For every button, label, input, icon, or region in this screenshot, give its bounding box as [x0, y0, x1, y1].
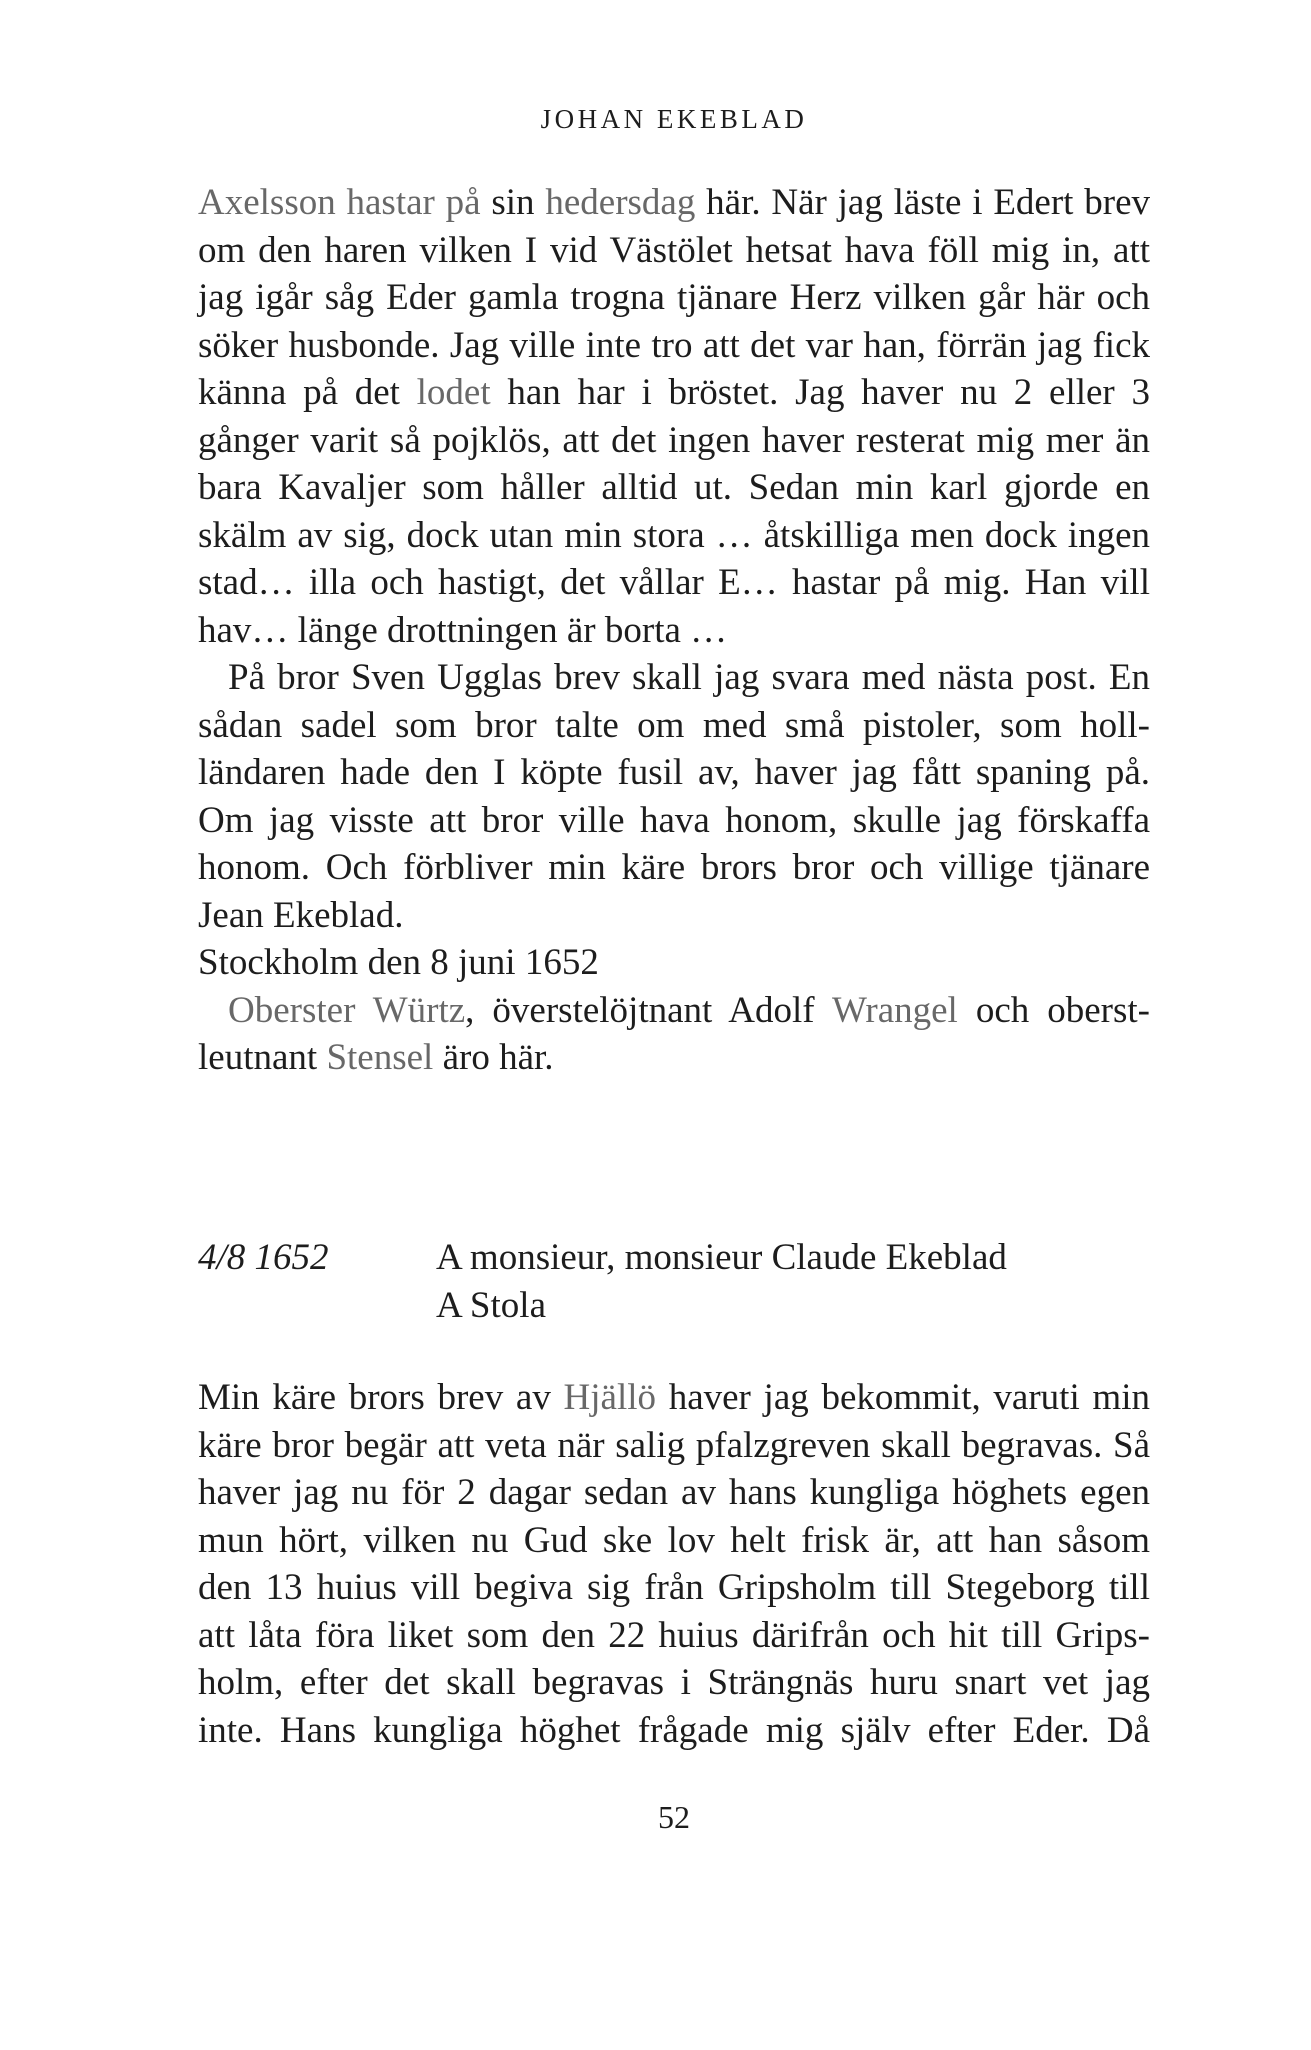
- text-segment: käre bror begär att veta när salig pfalzgreven skall begravas. Så: [198, 1424, 1150, 1466]
- text-line: [198, 559, 1150, 607]
- annotated-term: lodet: [416, 372, 491, 413]
- text-line: [198, 417, 1150, 465]
- text-segment: bara Kavaljer som håller alltid ut. Sedan min karl gjorde en: [198, 467, 1150, 508]
- text-segment: inte. Hans kungliga höghet frågade mig själv efter Eder. Då: [198, 1709, 1150, 1751]
- address-line: A monsieur, monsieur Claude Ekeblad: [436, 1237, 1007, 1278]
- page-number: 52: [658, 1799, 690, 1835]
- text-segment: gånger varit så pojklös, att det ingen haver resterat mig mer än: [198, 419, 1150, 461]
- text-segment: jag igår såg Eder gamla trogna tjänare Herz vilken går här och: [198, 277, 1150, 318]
- text-line: [198, 607, 1150, 655]
- text-line: [198, 1612, 1150, 1660]
- text-line: [198, 654, 1150, 702]
- text-line: [198, 369, 1150, 417]
- text-line: [198, 1564, 1150, 1612]
- running-header: JOHAN EKEBLAD: [540, 104, 808, 134]
- text-segment: haver jag nu för 2 dagar sedan av hans kungliga höghets egen: [198, 1472, 1150, 1513]
- annotated-term: Oberster Würtz: [228, 989, 466, 1031]
- text-segment: ländaren hade den I köpte fusil av, haver jag fått spaning på.: [198, 752, 1150, 793]
- text-segment: Om jag visste att bror ville hava honom, skulle jag förskaffa: [198, 799, 1150, 841]
- text-line: [198, 797, 1150, 845]
- text-line: [198, 702, 1150, 750]
- address-line: A Stola: [436, 1284, 546, 1326]
- text-segment: Stockholm den 8 juni 1652: [198, 942, 599, 983]
- annotated-term: Hjällö: [563, 1377, 656, 1418]
- letter-address: [436, 1234, 1150, 1329]
- text-segment: äro här.: [433, 1037, 554, 1078]
- text-segment: , överstelöjtnant Adolf: [465, 989, 832, 1031]
- text-segment: den 13 huius vill begiva sig från Gripsholm till Stegeborg till: [198, 1567, 1150, 1608]
- letter-date: 4/8 1652: [198, 1237, 329, 1278]
- text-line: [198, 322, 1150, 370]
- annotated-term: hedersdag: [545, 182, 696, 223]
- text-segment: haver jag bekommit, varuti min: [656, 1377, 1150, 1418]
- text-segment: leutnant: [198, 1037, 327, 1078]
- annotated-term: Stensel: [326, 1037, 434, 1078]
- text-segment: mun hört, vilken nu Gud ske lov helt frisk är, att han såsom: [198, 1519, 1150, 1561]
- text-segment: och oberst-: [957, 989, 1150, 1031]
- text-line: [198, 749, 1150, 797]
- text-line: [198, 179, 1150, 227]
- text-segment: att låta föra liket som den 22 huius därifrån och hit till Grips-: [198, 1614, 1150, 1656]
- text-line: [198, 464, 1150, 512]
- text-segment: skälm av sig, dock utan min stora … åtskilliga men dock ingen: [198, 514, 1150, 556]
- text-line: [198, 1659, 1150, 1707]
- text-segment: känna på det: [198, 372, 417, 413]
- text-line: [198, 1422, 1150, 1470]
- text-segment: På bror Sven Ugglas brev skall jag svara med nästa post. En: [228, 657, 1150, 698]
- text-line: [198, 1469, 1150, 1517]
- text-segment: söker husbonde. Jag ville inte tro att det var han, förrän jag fick: [198, 324, 1150, 366]
- text-segment: Jean Ekeblad.: [198, 894, 404, 936]
- text-segment: här. När jag läste i Edert brev: [695, 182, 1150, 223]
- text-line: [198, 1707, 1150, 1755]
- text-line: [198, 892, 1150, 940]
- text-segment: stad… illa och hastigt, det vållar E… hastar på mig. Han vill: [198, 562, 1150, 603]
- letter-1-body: [198, 179, 1150, 1082]
- text-segment: han har i bröstet. Jag haver nu 2 eller 3: [490, 372, 1150, 413]
- letter-2-body: [198, 1374, 1150, 1754]
- text-segment: Min käre brors brev av: [198, 1377, 564, 1418]
- text-segment: sin: [480, 182, 546, 223]
- letter-2-heading: [198, 1234, 1150, 1329]
- text-line: [198, 274, 1150, 322]
- text-segment: hav… länge drottningen är borta …: [198, 609, 728, 651]
- text-segment: sådan sadel som bror talte om med små pistoler, som holl-: [198, 704, 1150, 746]
- text-line: [198, 1374, 1150, 1422]
- text-line: [198, 987, 1150, 1035]
- text-segment: holm, efter det skall begravas i Strängnäs huru snart vet jag: [198, 1662, 1150, 1703]
- text-segment: om den haren vilken I vid Västölet hetsat hava föll mig in, att: [198, 229, 1150, 271]
- text-segment: honom. Och förbliver min käre brors bror och villige tjänare: [198, 847, 1150, 888]
- text-line: [198, 227, 1150, 275]
- annotated-term: Axelsson hastar på: [198, 182, 481, 223]
- text-line: [198, 1034, 1150, 1082]
- text-line: [198, 844, 1150, 892]
- text-line: [198, 939, 1150, 987]
- annotated-term: Wrangel: [831, 989, 958, 1031]
- text-line: [198, 512, 1150, 560]
- text-line: [198, 1517, 1150, 1565]
